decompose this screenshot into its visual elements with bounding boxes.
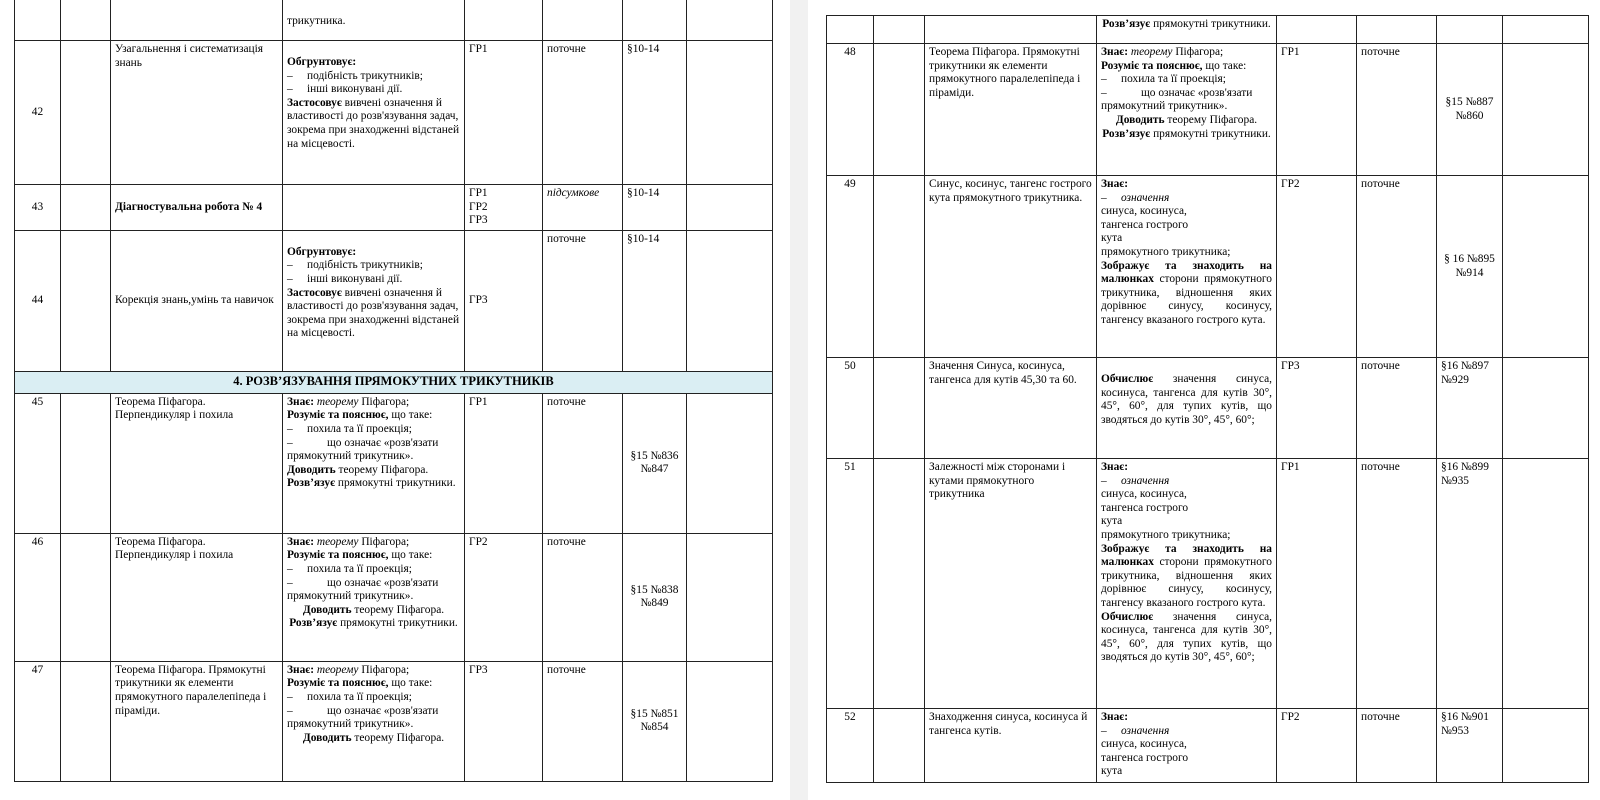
textbook-ref: §16 №901 №953 — [1437, 709, 1503, 783]
control-type: поточне — [1357, 176, 1437, 358]
lesson-number: 51 — [827, 459, 874, 709]
control-type: поточне — [543, 533, 623, 661]
outcomes-cell — [1097, 358, 1277, 459]
outcome-item: подібність трикутників; — [307, 259, 423, 272]
textbook-ref: §16 №897 №929 — [1437, 358, 1503, 459]
outcome-item: інші виконувані дії. — [307, 272, 403, 285]
lesson-topic: Узагальнення і систематизація знань — [111, 41, 283, 185]
outcome-text: Піфагора; — [358, 535, 410, 548]
lesson-number: 46 — [15, 533, 61, 661]
outcome-heading: Обчислює — [1101, 610, 1154, 623]
lesson-topic: Теорема Піфагора. Прямокутні трикутники як елементи прямокутного паралелепіпеда і піраміди. — [111, 661, 283, 781]
group-cell: ГР3 — [465, 230, 543, 371]
outcome-text: прямокутного трикутника; — [1101, 528, 1231, 541]
outcome-heading: Розуміє та пояснює, — [287, 677, 389, 690]
lesson-number: 47 — [15, 661, 61, 781]
outcome-item: що означає «розв'язати прямокутний трикутник». — [1101, 86, 1253, 113]
outcome-text: прямокутні трикутники. — [1150, 18, 1271, 30]
cell-text: трикутника. — [287, 15, 346, 27]
outcome-text: Піфагора; — [358, 395, 410, 408]
outcomes-cell: Знає: теорему Піфагора; Розуміє та пояснює, що таке: – похила та її проекція; – що означає «розв'язати прямокутний трикутник». Доводить теорему Піфагора. — [283, 661, 465, 781]
textbook-ref: §10-14 — [623, 230, 687, 371]
group-cell: ГР2 — [465, 533, 543, 661]
textbook-ref: §15 №851 №854 — [623, 661, 687, 781]
outcome-text: теорему Піфагора. — [335, 463, 429, 476]
outcome-text: кута — [1101, 765, 1123, 778]
outcome-text: сторони прямокутного трикутника, відношення яких дорівнює синусу, косинусу, тангенсу вказаного гострого кута. — [1101, 273, 1272, 326]
outcome-heading: Знає: — [287, 395, 314, 408]
outcome-heading: Розуміє та пояснює, — [1101, 59, 1203, 72]
lesson-topic: Синус, косинус, тангенс гострого кута прямокутного трикутника. — [925, 176, 1097, 358]
outcome-heading: Обгрунтовує: — [287, 56, 357, 68]
outcome-text: прямокутні трикутники. — [1150, 127, 1271, 140]
outcome-text: синуса, косинуса, — [1101, 205, 1187, 218]
outcome-item: що означає «розв'язати прямокутний трикутник». — [287, 704, 439, 731]
outcome-heading: Обчислює — [1101, 373, 1154, 385]
outcome-text: вивчені означення й властивості до розв'язування задач, зокрема при знаходженні відстаней на місцевості. — [287, 96, 460, 150]
outcome-heading: Доводить — [302, 603, 352, 616]
outcome-item: що означає «розв'язати прямокутний трикутник». — [287, 576, 439, 603]
table-row — [827, 358, 1589, 459]
table-row — [15, 41, 773, 185]
lesson-topic: Діагностувальна робота № 4 — [111, 185, 283, 231]
control-type: поточне — [1357, 44, 1437, 176]
lesson-number: 44 — [15, 230, 61, 371]
group-cell — [465, 185, 543, 231]
lesson-number: 50 — [827, 358, 874, 459]
group-cell: ГР1 — [465, 41, 543, 185]
outcome-heading: Розуміє та пояснює, — [287, 409, 389, 422]
document-page-right — [808, 0, 1600, 800]
textbook-ref: §10-14 — [623, 185, 687, 231]
lesson-plan-table-right — [826, 15, 1589, 783]
table-row — [15, 185, 773, 231]
table-row — [827, 16, 1589, 44]
outcome-text: теорему Піфагора. — [1164, 113, 1258, 126]
group-label: ГР2 — [469, 200, 488, 213]
outcome-heading: Розв’язує — [1102, 18, 1151, 30]
outcomes-cell: Знає: – означення синуса, косинуса, тангенса гострого кута прямокутного трикутника; Зображує та знаходить на малюнках сторони прямокутного трикутника, відношення яких дорівнює синусу, косинусу, тангенсу вказаного гострого кута. — [1097, 176, 1277, 358]
outcome-heading: Знає: — [1101, 178, 1128, 190]
outcome-heading: Доводить — [287, 463, 336, 476]
textbook-ref: §16 №899 №935 — [1437, 459, 1503, 709]
table-row — [15, 0, 773, 41]
outcome-heading: Зображує та знаходить на малюнках — [1101, 259, 1272, 286]
outcome-item: що означає «розв'язати прямокутний трикутник». — [287, 436, 439, 463]
outcome-heading: Доводить — [1115, 113, 1165, 126]
group-cell: ГР1 — [1277, 459, 1357, 709]
table-row — [827, 44, 1589, 176]
group-cell: ГР2 — [1277, 709, 1357, 783]
outcome-heading: Знає: — [287, 663, 314, 676]
control-type: поточне — [543, 230, 623, 371]
lesson-number: 48 — [827, 44, 874, 176]
outcomes-cell: Знає: теорему Піфагора; Розуміє та пояснює, що таке: – похила та її проекція; – що означає «розв'язати прямокутний трикутник». Доводить теорему Піфагора. Розв’язує прямокутні трикутники. — [283, 393, 465, 533]
outcome-text: тангенса гострого — [1101, 218, 1189, 231]
outcome-text: прямокутні трикутники. — [337, 617, 458, 630]
outcome-heading: Доводить — [302, 731, 352, 744]
outcome-item: означення — [1121, 191, 1170, 204]
outcome-item: похила та її проекція; — [307, 690, 412, 703]
table-row — [827, 709, 1589, 783]
outcomes-cell: Знає: теорему Піфагора; Розуміє та пояснює, що таке: – похила та її проекція; – що означає «розв'язати прямокутний трикутник». Доводить теорему Піфагора. Розв’язує прямокутні трикутники. — [1097, 44, 1277, 176]
table-row — [15, 230, 773, 371]
outcome-text: кута — [1101, 232, 1123, 245]
table-row — [827, 459, 1589, 709]
table-row — [15, 371, 773, 393]
outcome-text: теорему — [316, 535, 359, 548]
outcome-text: Піфагора; — [358, 663, 410, 676]
section-header: 4. РОЗВ’ЯЗУВАННЯ ПРЯМОКУТНИХ ТРИКУТНИКІВ — [15, 371, 773, 393]
outcome-item: означення — [1121, 724, 1170, 737]
group-cell: ГР3 — [1277, 358, 1357, 459]
lesson-topic: Значення Синуса, косинуса, тангенса для кутів 45,30 та 60. — [925, 358, 1097, 459]
lesson-number: 42 — [15, 41, 61, 185]
outcome-text: вивчені означення й властивості до розв'язування задач, зокрема при знаходженні відстаней на місцевості. — [287, 286, 460, 340]
outcome-heading: Розв’язує — [289, 617, 338, 630]
control-type: поточне — [1357, 459, 1437, 709]
outcome-text: теорему Піфагора. — [351, 603, 445, 616]
control-type: поточне — [543, 661, 623, 781]
outcomes-cell: Знає: – означення синуса, косинуса, тангенса гострого кута — [1097, 709, 1277, 783]
outcomes-cell: Обгрунтовує: – подібність трикутників; – інші виконувані дії. Застосовує вивчені означення й властивості до розв'язування задач, зокрема при знаходженні відстаней на місцевості. — [283, 230, 465, 371]
lesson-number: 49 — [827, 176, 874, 358]
outcomes-cell: Обгрунтовує: – подібність трикутників; – інші виконувані дії. Застосовує вивчені означення й властивості до розв'язування задач, зокрема при знаходженні відстаней на місцевості. — [283, 41, 465, 185]
lesson-topic: Теорема Піфагора. Прямокутні трикутники як елементи прямокутного паралелепіпеда і піраміди. — [925, 44, 1097, 176]
outcome-text: теорему — [316, 395, 359, 408]
lesson-number: 52 — [827, 709, 874, 783]
outcome-text: синуса, косинуса, — [1101, 488, 1187, 501]
outcome-heading: Застосовує — [287, 286, 342, 299]
outcome-text: що таке: — [388, 549, 433, 562]
lesson-number: 45 — [15, 393, 61, 533]
outcome-text: значення синуса, косинуса, тангенса для кутів 30°, 45°, 60°, для тупих кутів, що зводяться до кутів 30°, 45°, 60°; — [1101, 373, 1272, 426]
outcome-text: що таке: — [388, 409, 433, 422]
outcome-text: що таке: — [388, 677, 433, 690]
outcomes-cell: Знає: теорему Піфагора; Розуміє та пояснює, що таке: – похила та її проекція; – що означає «розв'язати прямокутний трикутник». Доводить теорему Піфагора. Розв’язує прямокутні трикутники. — [283, 533, 465, 661]
outcome-item: похила та її проекція; — [1121, 73, 1226, 86]
textbook-ref: §10-14 — [623, 41, 687, 185]
group-cell: ГР1 — [465, 393, 543, 533]
outcome-heading: Знає: — [1101, 711, 1128, 723]
outcome-text: що таке: — [1202, 59, 1247, 72]
outcome-text: тангенса гострого — [1101, 501, 1189, 514]
outcome-heading: Знає: — [1101, 46, 1128, 58]
outcome-text: сторони прямокутного трикутника, відношення яких дорівнює синусу, косинусу, тангенсу вказаного гострого кута. — [1101, 556, 1272, 609]
outcome-text: тангенса гострого — [1101, 751, 1189, 764]
outcome-text: кута — [1101, 515, 1123, 528]
lesson-number: 43 — [15, 185, 61, 231]
outcome-heading: Розуміє та пояснює, — [287, 549, 389, 562]
outcome-heading: Знає: — [1101, 461, 1128, 473]
group-cell: ГР2 — [1277, 176, 1357, 358]
outcome-heading: Розв’язує — [1102, 127, 1151, 140]
outcomes-cell — [1097, 16, 1277, 44]
outcome-text: прямокутні трикутники. — [335, 477, 456, 490]
outcome-heading: Застосовує — [287, 96, 342, 109]
outcome-text: значення синуса, косинуса, тангенса для кутів 30°, 45°, 60°, для тупих кутів, що зводяться до кутів 30°, 45°, 60°; — [1101, 610, 1272, 664]
outcome-text: теорему Піфагора. — [351, 731, 445, 744]
outcome-item: подібність трикутників; — [307, 69, 423, 82]
textbook-ref: §15 №836 №847 — [623, 393, 687, 533]
lesson-topic: Залежності між сторонами і кутами прямокутного трикутника — [925, 459, 1097, 709]
table-row — [15, 533, 773, 661]
outcome-item: означення — [1121, 474, 1170, 487]
outcome-heading: Знає: — [287, 535, 314, 548]
textbook-ref: §15 №887 №860 — [1437, 44, 1503, 176]
outcome-item: інші виконувані дії. — [307, 83, 403, 96]
outcome-heading: Розв’язує — [287, 477, 336, 490]
control-type: поточне — [543, 41, 623, 185]
table-row — [15, 661, 773, 781]
lesson-topic: Теорема Піфагора. Перпендикуляр і похила — [111, 393, 283, 533]
control-type: поточне — [543, 393, 623, 533]
outcomes-cell: Знає: – означення синуса, косинуса, тангенса гострого кута прямокутного трикутника; Зображує та знаходить на малюнках сторони прямокутного трикутника, відношення яких дорівнює синусу, косинусу, тангенсу вказаного гострого кута. Обчислює значення синуса, косинуса, тангенса для кутів 30°, 45°, 60°, для тупих кутів, що зводяться до кутів 30°, 45°, 60°; — [1097, 459, 1277, 709]
table-row — [827, 176, 1589, 358]
outcome-text: теорему — [1130, 46, 1173, 58]
lesson-plan-table-left — [14, 0, 773, 782]
outcome-text: синуса, косинуса, — [1101, 738, 1187, 751]
outcome-text: Піфагора; — [1172, 46, 1224, 58]
control-type: підсумкове — [543, 185, 623, 231]
group-cell: ГР1 — [1277, 44, 1357, 176]
textbook-ref: § 16 №895 №914 — [1437, 176, 1503, 358]
group-cell: ГР3 — [465, 661, 543, 781]
control-type: поточне — [1357, 358, 1437, 459]
outcome-item: похила та її проекція; — [307, 562, 412, 575]
textbook-ref: §15 №838 №849 — [623, 533, 687, 661]
outcome-text: прямокутного трикутника; — [1101, 245, 1231, 258]
table-row — [15, 393, 773, 533]
group-label: ГР3 — [469, 214, 488, 227]
outcome-heading: Зображує та знаходить на малюнках — [1101, 542, 1272, 569]
outcome-text: теорему — [316, 663, 359, 676]
lesson-topic: Знаходження синуса, косинуса й тангенса кутів. — [925, 709, 1097, 783]
lesson-topic: Теорема Піфагора. Перпендикуляр і похила — [111, 533, 283, 661]
lesson-topic: Корекція знань,умінь та навичок — [111, 230, 283, 371]
outcome-item: похила та її проекція; — [307, 422, 412, 435]
outcome-heading: Обгрунтовує: — [287, 245, 357, 258]
control-type: поточне — [1357, 709, 1437, 783]
document-page-left — [0, 0, 790, 800]
group-label: ГР1 — [469, 187, 488, 199]
